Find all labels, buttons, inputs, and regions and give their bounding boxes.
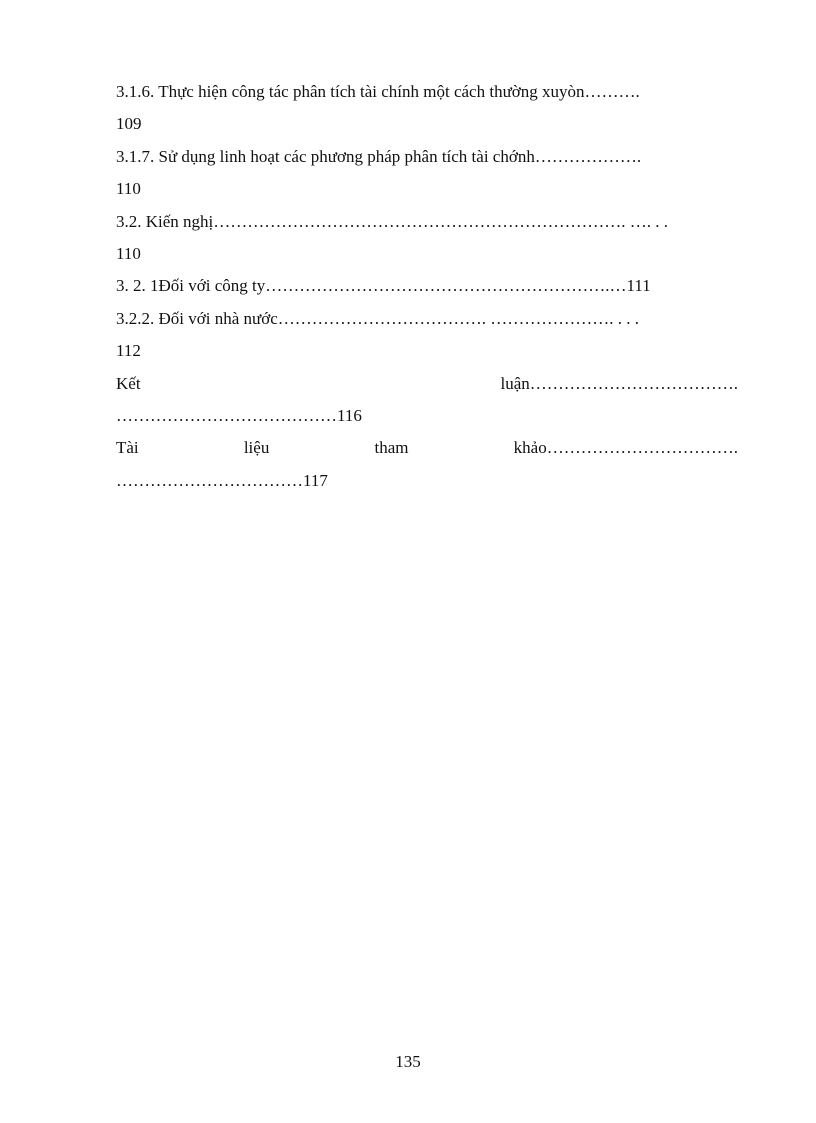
toc-word: liệu bbox=[243, 438, 270, 458]
toc-entry-3-1-7: 3.1.7. Sử dụng linh hoạt các phương pháp phân tích tài chớnh………………. bbox=[116, 146, 642, 166]
page-number: 135 bbox=[395, 1052, 421, 1071]
toc-word: khảo……………………………. bbox=[513, 438, 738, 458]
toc-word: luận………………………………. bbox=[500, 373, 738, 393]
toc-page-number: 112 bbox=[116, 341, 141, 361]
toc-entry-3-2-2: 3.2.2. Đối với nhà nước………………………………. …………………. . . . bbox=[116, 308, 640, 328]
toc-entry-3-2: 3.2. Kiến nghị………………………………………………………………. …. . . bbox=[116, 211, 669, 231]
toc-word: Tài bbox=[116, 438, 139, 458]
toc-entry-3-1-6: 3.1.6. Thực hiện công tác phân tích tài chính một cách thường xuyòn………. bbox=[116, 82, 640, 101]
toc-entry-3-2-1: 3. 2. 1Đối với công ty…………………………………………………….…111 bbox=[116, 276, 651, 296]
toc-entry-tai-lieu-continuation: ……………………………117 bbox=[116, 470, 328, 490]
toc-page-number: 109 bbox=[116, 114, 142, 134]
toc-page-number: 110 bbox=[116, 243, 141, 263]
toc-word: tham bbox=[374, 438, 409, 458]
table-of-contents bbox=[116, 76, 738, 497]
toc-word: Kết bbox=[116, 373, 141, 393]
toc-entry-tai-lieu bbox=[116, 432, 738, 464]
toc-entry-ket-luan bbox=[116, 368, 738, 400]
toc-entry-ket-luan-continuation: …………………………………116 bbox=[116, 405, 362, 425]
toc-page-number: 110 bbox=[116, 179, 141, 199]
